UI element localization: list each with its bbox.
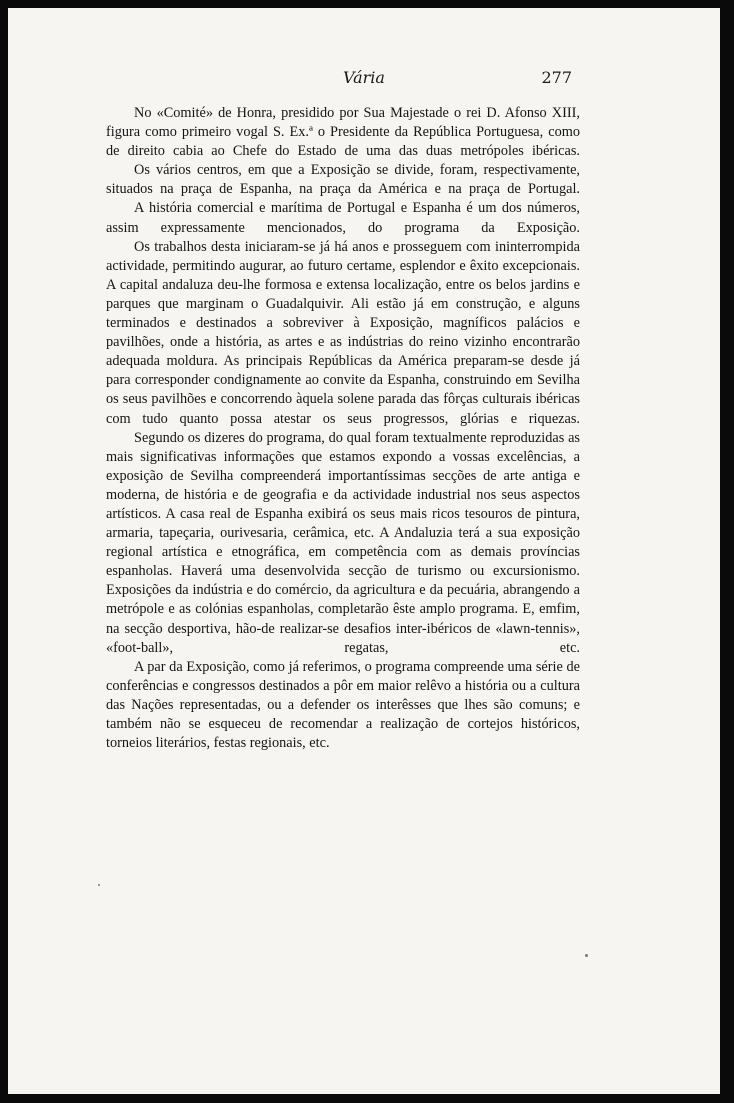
book-page	[8, 8, 720, 1094]
paragraph-conferencias: A par da Exposição, como já referimos, o programa compreende uma série de conferências e congressos destinados a pôr em maior relêvo a história ou a cultura das Nações representadas, ou a defender os interêsses que lhes são comuns; e também não se esqueceu de recomendar a realização de cortejos históricos, torneios literários, festas regionais, etc.	[106, 658, 580, 752]
paper-speck	[585, 954, 588, 957]
body-text	[106, 104, 580, 753]
paragraph-programa: Segundo os dizeres do programa, do qual foram textualmente reproduzidas as mais significativas informações que estamos expondo a vossas excelências, a exposição de Sevilha compreenderá importantíssimas secções de arte antiga e moderna, de história e de geografia e da actividade industrial nos seus aspectos artísticos. A casa real de Espanha exibirá os seus mais ricos tesouros de pintura, armaria, tapeçaria, ourivesaria, cerâmica, etc. A Andaluzia terá a sua exposição regional artística e etnográfica, em competência com as demais províncias espanholas. Haverá uma desenvolvida secção de turismo ou excursionismo. Exposições da indústria e do comércio, da agricultura e da pecuária, abrangendo a metrópole e as colónias espanholas, completarão êste amplo programa. E, emfim, na secção desportiva, hão-de realizar-se desafios inter-ibéricos de «lawn-tennis», «foot-ball», regatas, etc.	[106, 429, 580, 656]
page-number: 277	[541, 68, 572, 87]
paragraph-trabalhos: Os trabalhos desta iniciaram-se já há anos e prosseguem com ininterrompida actividade, permitindo augurar, ao futuro certame, esplendor e êxito excepcionais. A capital andaluza deu-lhe formosa e extensa localização, entre os belos jardins e parques que marginam o Guadalquivir. Ali estão já em construção, e alguns terminados e destinados a sobreviver à Exposição, magníficos palácios e pavilhões, onde a história, as artes e as indústrias do reino vizinho encontrarão adequada moldura. As principais Repúblicas da América preparam-se desde já para corresponder condignamente ao convite da Espanha, construindo em Sevilha os seus pavilhões e concorrendo àquela solene parada das fôrças culturais ibéricas com tudo quanto possa atestar os seus progressos, glórias e riquezas.	[106, 238, 580, 427]
paragraph-comite: No «Comité» de Honra, presidido por Sua Majestade o rei D. Afonso XIII, figura como primeiro vogal S. Ex.ª o Presidente da República Portuguesa, como de direito cabia ao Chefe do Estado de uma das duas metrópoles ibéricas.	[106, 105, 580, 160]
paper-speck	[98, 884, 100, 886]
running-title: Vária	[343, 68, 385, 87]
running-head	[8, 68, 720, 92]
paragraph-historia-comercial: A história comercial e marítima de Portugal e Espanha é um dos números, assim expressamente mencionados, do programa da Exposição.	[106, 200, 580, 236]
paragraph-centros: Os vários centros, em que a Exposição se divide, foram, respectivamente, situados na praça de Espanha, na praça da América e na praça de Portugal.	[106, 162, 580, 198]
